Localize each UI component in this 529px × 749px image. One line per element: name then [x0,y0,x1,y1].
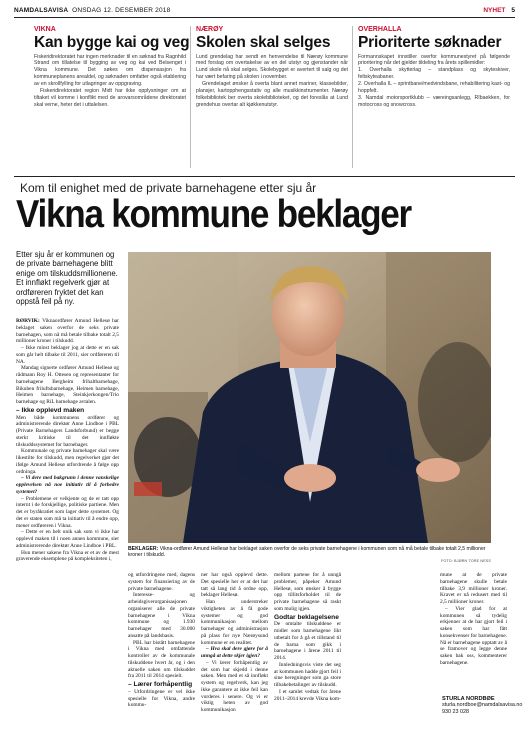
paragraph-text: I et samlet vedtak for årene 2011–2014 krevde Vikna kom- [274,688,341,702]
body-paragraph [201,572,268,599]
caption-label: BEKLAGER: [128,546,159,552]
paragraph-text: Men både kommunens ordfører og administrerende direktør Anne Lindboe i PBL (Private Barnehagers Landsforbund) er begge sterkt kritiske til det innfløkte tilskuddssystemet for barnehager. [16,414,119,448]
brief-headline: Prioriterte søknader [358,34,502,51]
paragraph-text: Interesse- og arbeidsgiverorganisasjonen organiserer alle de private barnehagene i Vikna kommune og 1.930 barnehager med 30.000 ansatte på landsbasis. [128,592,195,639]
paragraph-text: – Dette er en helt unik sak som vi ikke har opplevd maken til i noen annen kommune, sier administrerende direktør Anne Lindboe i PBL. [16,529,119,549]
paragraph-text: Han understreker viktigheten av å få gode systemer og god kommunikasjon mellom barnehager og administrasjon på plass for nye Nærøysund kommune er en realitet. [201,599,268,646]
body-paragraph [128,572,195,592]
section-name: NYHET [483,7,506,14]
body-paragraph [128,592,195,639]
photo-credit: FOTO: BJØRN TORE NESS [441,559,491,563]
paragraph-text: – Vier glad for at kommunen så tydelig erkjenner at de har gjort feil i saken som har fått konsekvenser for barnehagene. Nå er barnehagene opptatt av å se framover og legge denne saken bak oss, kommenterer barnehagene. [440,605,507,666]
article-headline: Vikna kommune beklager [16,193,411,236]
article-overline: Kom til enighet med de private barnehagene etter sju år [20,181,317,195]
subheading [128,682,195,689]
column-divider [190,26,191,168]
body-paragraph [440,606,507,667]
body-paragraph [16,529,119,549]
caption-text: Vikna-ordfører Amund Hellesø har beklaget saken overfor de seks private barnehagene i kommunen som nå må betale tilbake totalt 2,5 millioner kroner i tilskudd. [128,546,486,559]
body-paragraph [16,415,119,449]
paragraph-text: – Vi dere med bakgrunn i denne vanskelige opplevelsen nå noe initiativ til å forbedre systemet? [16,475,119,495]
paragraph-text: mune at de private barnehagene skulle betale tilbake 3,9 millioner kroner. Kravet er nå redusert med til 2,5 millioner kroner. [440,572,507,605]
brief-paragraph: Fiskeridirektoratet region Midt har ikke opplysninger om at tiltaket vil komme i konflikt med de arovarsområdene direktoratet skal verne, heter det i uttalelsen. [34,88,186,108]
paragraph-text: PBL har bistått barnehagene i Vikna med omfattende kontroller av de kommunale tilskuddene hvert år, og i den aktuelle saken om tilskuddet fra 2011 til 2014 spesielt. [128,639,195,680]
issue-date: ONSDAG 12. DESEMBER 2018 [72,7,171,14]
interview-question [201,646,268,660]
body-paragraph [274,621,341,662]
column-divider [352,26,353,168]
photo-illustration [128,252,491,543]
paragraph-text: – Utfordringene er vel ikke spesielle for Vikna, andre kommu- [128,688,195,709]
body-paragraph [201,660,268,714]
paragraph-text: Hun mener sakene fra Vikna er et av de mest graverende eksemplene på kompleksiteten i, [16,549,119,563]
brief-paragraph: 3. Namdal motorsportklubb – væreingsanlegg, Rîbaekken, for motocross og snowcross. [358,94,510,108]
brief-kicker: VIKNA [34,26,56,33]
body-paragraph [128,640,195,681]
body-column-2 [128,572,195,709]
section-rule [14,176,515,177]
brief-naeroy [196,26,348,109]
brief-kicker: NÆRØY [196,26,224,33]
brief-paragraph: 2. Overhalla IL – sprintbane/medvindsbane, rehabilitering kast- og hoppfelt. [358,81,510,95]
paragraph-text: ner har også opplevd dette. Det spesielle her er at det har tatt så lang tid å ordne opp, beklager Hellesø. [201,572,268,599]
paragraph-text: og utfordringene med, dagens system for finansiering av de private barnehagene. [128,572,195,592]
header-rule [14,17,515,18]
paragraph-text: – Lærer forhåpentlig [128,681,193,688]
paragraph-text: De omtalte tilskuddene er midler som barnehagene likt utbetalt for å gå et tillstand til de barna som gikk i barnehagene i årene 2011 til 2014. [274,621,341,661]
body-paragraph [16,318,119,345]
brief-headline: Skolen skal selges [196,34,331,51]
running-header-left [14,7,170,14]
paragraph-text: Innledningsvis viste det seg at kommunen hadde gjort feil i sine beregninger som ga store tilbakebetalinger av tilskudd. [274,661,341,688]
brief-headline: Kan bygge kai og veg [34,34,190,51]
paragraph-text: mellom partene for å unngå problemer, påpeker Amund Hellesø, som ønsker å bygge opp tillitsforholdet til de private barnehagene så raskt som mulig igjen. [274,572,341,612]
page-number: 5 [511,7,515,14]
subheading [16,408,119,415]
body-paragraph [274,572,341,613]
body-paragraph [16,496,119,530]
subheading [274,615,341,622]
body-column-5 [440,572,507,667]
photo-caption [128,546,491,559]
interview-question [16,475,119,495]
body-paragraph [16,550,119,564]
body-paragraph [201,599,268,646]
paragraph-text: Viknaordfører Amund Hellesø har beklaget saken overfor de seks private barnehagen, som nå må betale tilbake totalt 2,5 millioner kroner i tilskudd. [16,318,119,345]
brief-paragraph: 1. Overhalla skytterlag – standplass og skyteskiver, feltskyteabaner. [358,67,510,81]
body-paragraph [16,365,119,406]
paragraph-text: – Ikke minst beklager jog at dette er en sak som går helt tilbake til 2011, sier ordføreren til NA. [16,345,119,365]
paragraph-text: – Hva skal dere gjøre for å unngå at dette skjer igjen? [201,646,268,659]
body-paragraph [128,689,195,709]
article-photo [128,252,491,543]
paragraph-text: Kommunale og private barnehager skal være likestilte for tilskudd, men regelverket gjør det ifølge Amund Hellesø utfordrende å følge opp ordninga. [16,448,119,475]
brief-paragraph: Fiskeridirektoratet har ingen merknader til en søknad fra Ragnhild Strand om tillatelse til bygging av veg og kai ved Belsenget i Vikna kommune. Det søkes om dispensasjon fra kommuneplanens arealdel, og søknaden omfatter også etablering av en skrollfylling for utlagringer av oppgraving. [34,53,186,88]
brief-paragraph: Lund grendelag har sendt en henvendelse til Nærøy kommune med forslag om overtakelse av en del utstyr og gjenstander når Lund skole nå skal selges. Skolebygget er avertert til salg og det har vært befaring på skolen i november. [196,53,348,81]
body-paragraph [440,572,507,606]
paragraph-text: Godtar beklagelsene [274,613,339,621]
paragraph-text: – Ikke opplevd maken [16,406,85,414]
byline-email: sturla.nordboe@namdalsavisa.no [442,702,523,709]
brief-overhalla [358,26,510,109]
paper-name: NAMDALSAVISA [14,7,69,14]
body-column-3 [201,572,268,714]
byline-name: STURLA NORDBØE [442,696,495,702]
paragraph-text: – Vi lærer forhåpentlig av det som har skjedd i denne saken. Men med et så innfløkt system og regelverk, kan jeg ikke garantere at ikke feil kan vurderes i senere. Og vi er viktig heten av god kommunikasjon [201,659,268,713]
dateline: RØRVIK: [16,318,40,324]
byline [442,696,522,715]
byline-phone: 930 23 028 [442,708,469,715]
paragraph-text: Mandag signerte ordfører Amund Hellesø og rådmann Roy H. Ottesen og representanter for barnehagene Bergheim frihaltbarnehage, Bikuben friluftsbarnehage, Heimen barnehage, Heimen barnehage, Steinkjerkongen/Trio barnehage og RiL barnehage avtalen. [16,365,119,405]
body-paragraph [16,448,119,475]
running-header-right [483,7,515,14]
brief-kicker: OVERHALLA [358,26,402,33]
paragraph-text: – Problemene er velkjente og de er tatt opp internt i de forskjellige, politiske partiene. Men det er byråkratiet som lager dette systemet. Og det er staten som må ta initiativ til å endre opp, mener ordføreren i Vikna. [16,495,119,529]
brief-paragraph: Formannskapet innstiller overfor kommunestyret på følgende prioritering når det gjelder tildeling fra årets spillemidler: [358,53,510,67]
body-column-1 [16,318,119,563]
body-paragraph [16,345,119,365]
article-lead: Etter sju år er kommunen og de private barnehagene blitt enige om tilskuddsmillionene. Et innfløkt regelverk gjør at ordføreren fryktet det kan oppstå feil på ny. [16,250,118,307]
body-column-4 [274,572,341,702]
body-paragraph [274,662,341,689]
brief-paragraph: Grendelaget ønsker å overta blant annet mariner, klassebilder, plansjer, kartopphengsstativ og alle musikkinstrumenter. Nærøy folkebibliotek ber overta skolebiblioteket, og det foreslås at Lund grendehus overtar alt kjøkkenutstyr. [196,81,348,108]
body-paragraph [274,689,341,703]
brief-vikna [34,26,190,109]
